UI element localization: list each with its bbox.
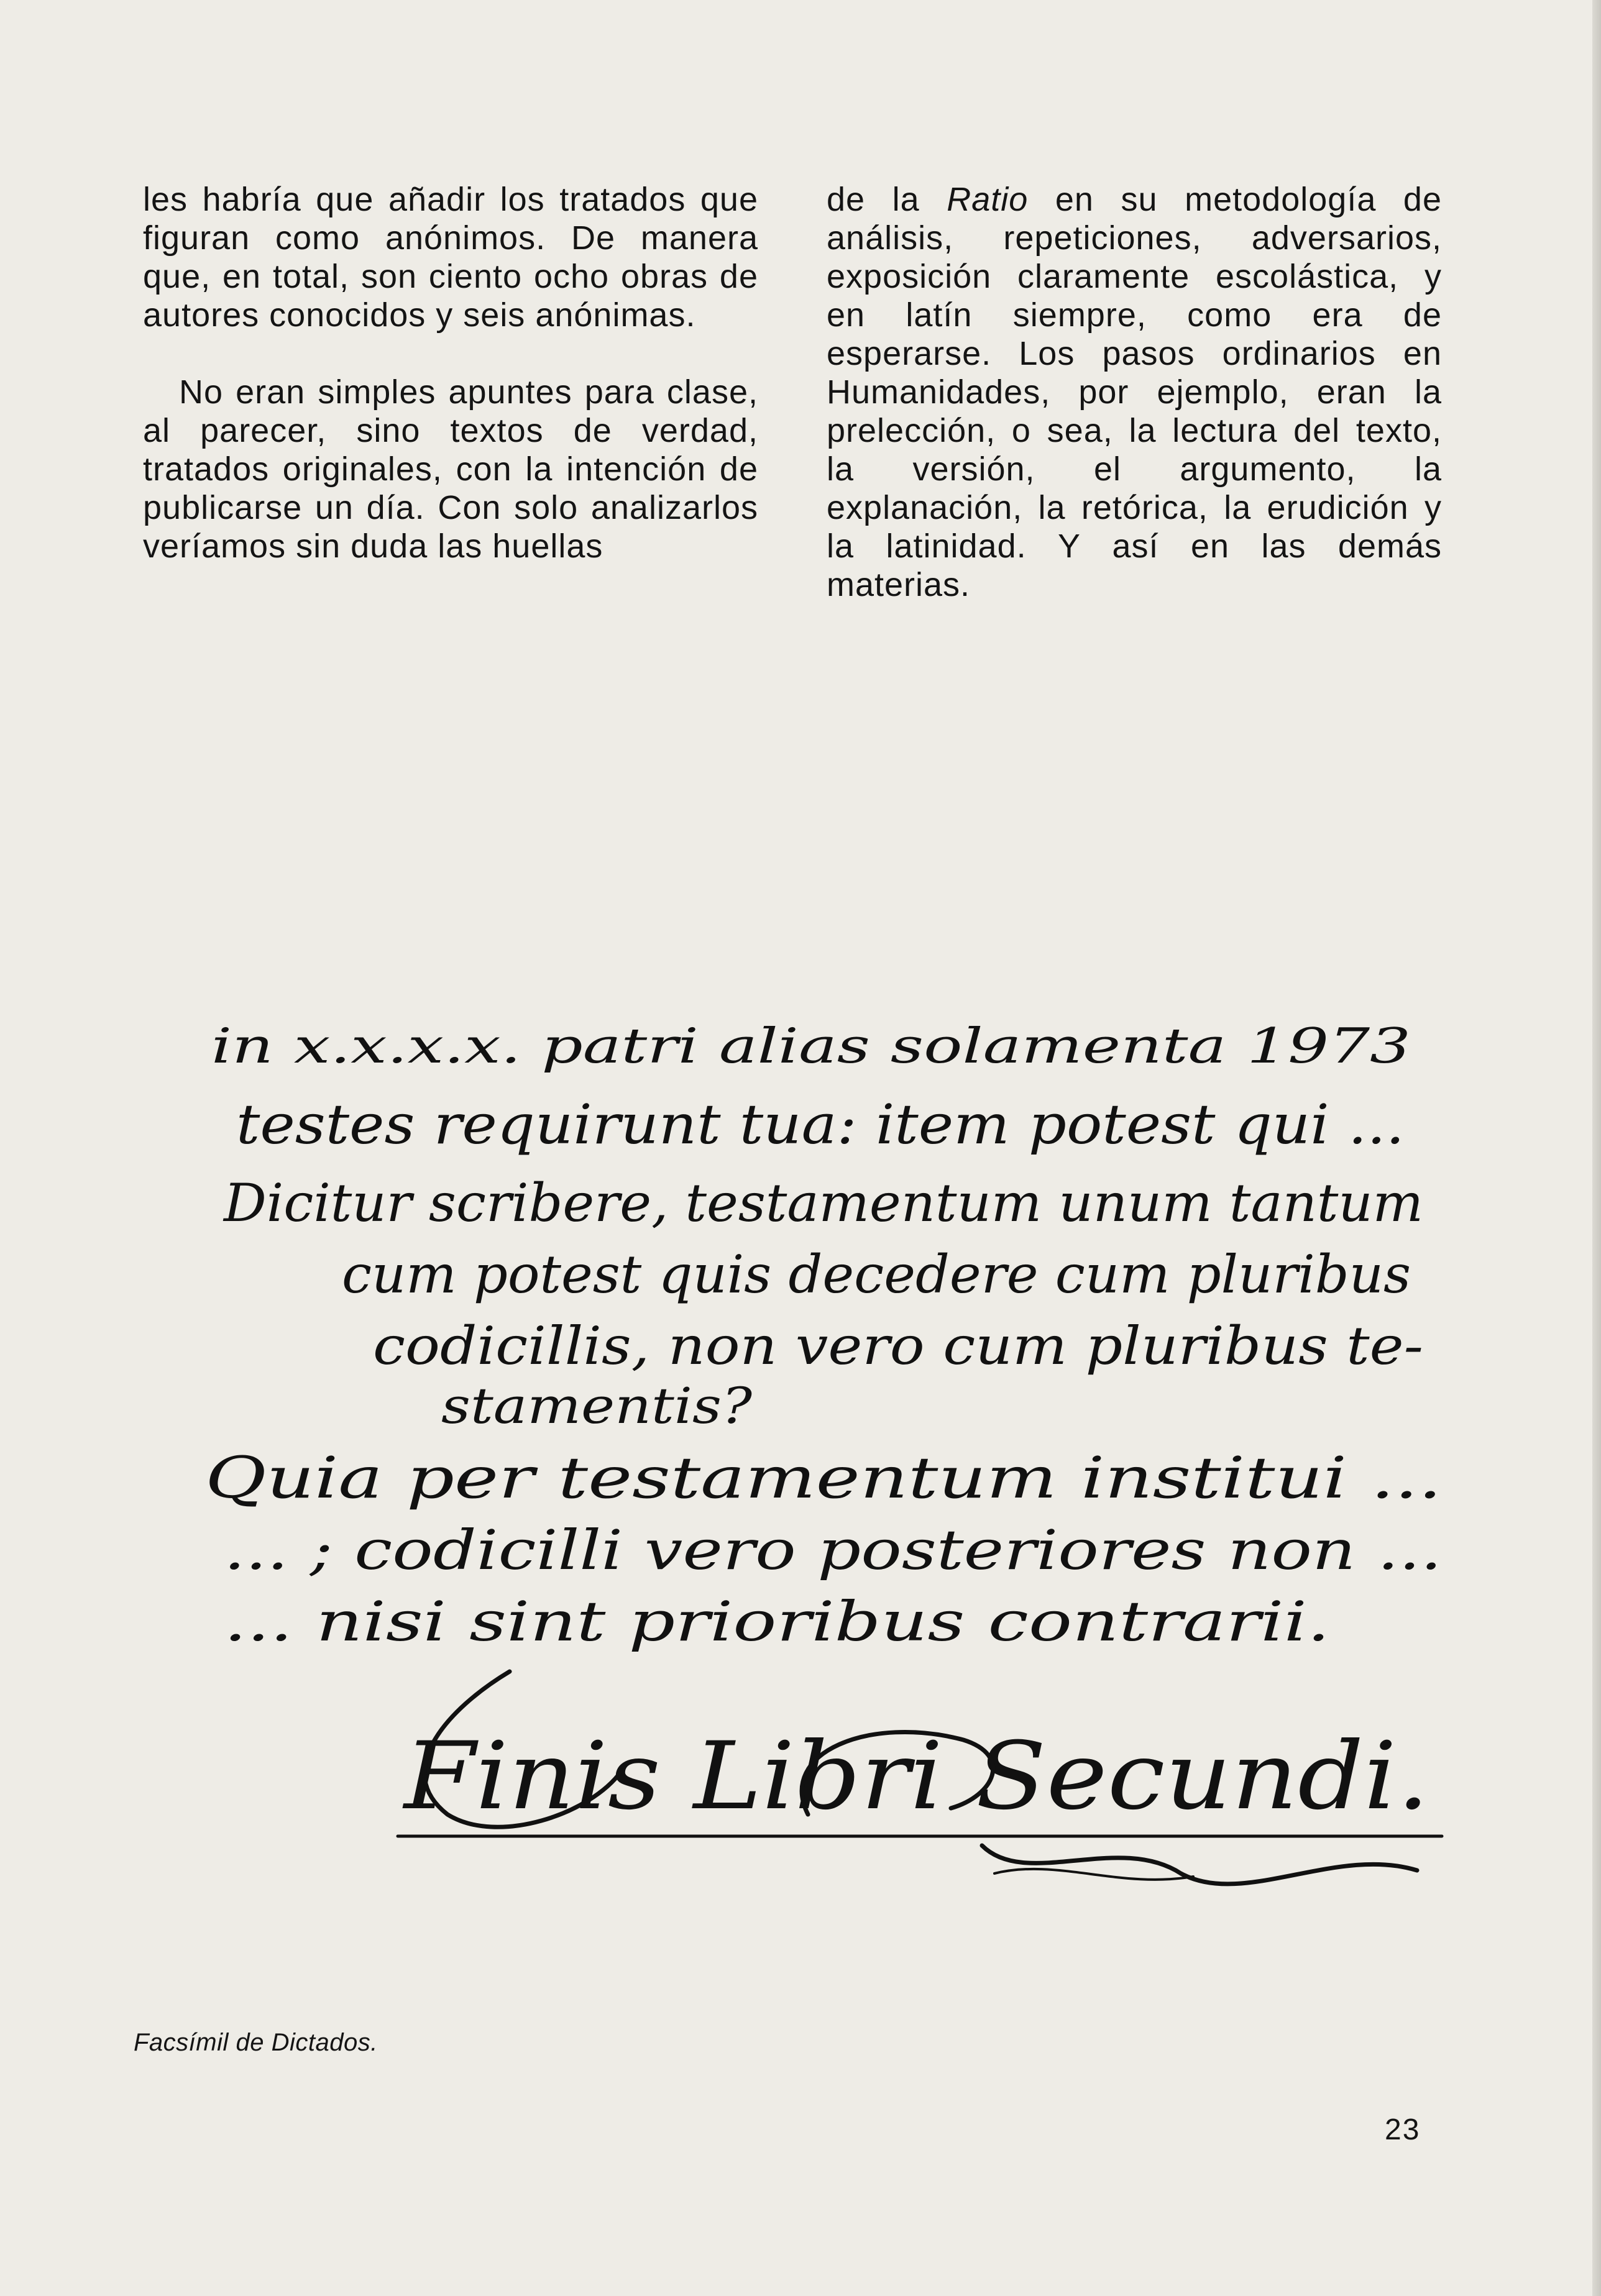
manuscript-line: Quia per testamentum institui ... (205, 1445, 1442, 1511)
page-edge (1592, 0, 1601, 2296)
text-column-left (143, 180, 758, 565)
manuscript-line: ... ; codicilli vero posteriores non ... (224, 1518, 1442, 1582)
figure-caption: Facsímil de Dictados. (134, 2029, 378, 2056)
paragraph (827, 180, 1442, 604)
manuscript-line: ... nisi sint prioribus contrarii. (224, 1589, 1330, 1653)
text-run: de la (827, 181, 947, 218)
text-column-right (827, 180, 1442, 604)
manuscript-line: Finis Libri Secundi. (401, 1722, 1429, 1831)
ratio-title: Ratio (947, 181, 1029, 218)
page-number: 23 (1385, 2113, 1421, 2146)
text-run: en su metodología de análisis, repeticiones, adversarios, exposición claramente escolástica, y en latín siempre, como era de esperarse. Los pasos ordinarios en Humanidades, por ejemplo, eran la prelección, o sea, la lectura del texto, la versión, el argumento, la explanación, la retórica, la erudición y la latinidad. Y así en las demás materias. (827, 181, 1442, 603)
manuscript-line: stamentis? (441, 1377, 753, 1435)
manuscript-line: codicillis, non vero cum pluribus te- (373, 1315, 1423, 1376)
manuscript-line: in x.x.x.x. patri alias solamenta 1973 (211, 1018, 1411, 1074)
manuscript-line: Dicitur scribere, testamentum unum tantum (222, 1173, 1423, 1233)
paragraph: les habría que añadir los tratados que figuran como anónimos. De manera que, en total, son ciento ocho obras de autores conocidos y seis anónimas. (143, 181, 758, 334)
manuscript-lines (205, 1018, 1442, 1831)
paragraph: No eran simples apuntes para clase, al parecer, sino textos de verdad, tratados originales, con la intención de publicarse un día. Con solo analizarlos veríamos sin duda las huellas (143, 373, 758, 565)
handwritten-facsimile (186, 1007, 1492, 1889)
manuscript-line: cum potest quis decedere cum pluribus (342, 1244, 1411, 1305)
manuscript-line: testes requirunt tua: item potest qui ... (236, 1092, 1405, 1156)
